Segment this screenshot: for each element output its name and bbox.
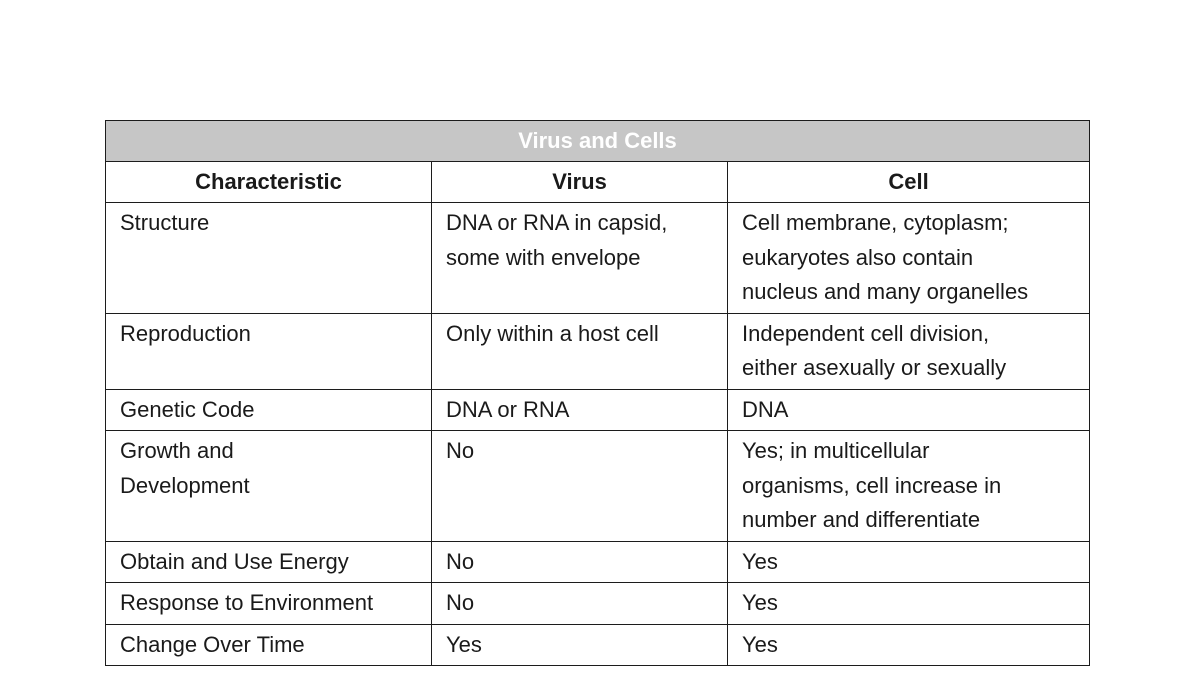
cell-text-line: Yes: [742, 631, 778, 657]
cell-characteristic: [106, 541, 432, 583]
virus-cell-comparison-table: [105, 120, 1090, 666]
cell-text-line: Yes: [742, 590, 778, 615]
cell-virus: [432, 624, 728, 666]
cell-virus: [432, 389, 728, 431]
cell-text-line: Cell membrane, cytoplasm;: [742, 210, 1009, 235]
cell-text-line: Structure: [120, 210, 210, 235]
comparison-table-container: [105, 120, 1089, 666]
cell-text-line: DNA or RNA: [446, 396, 570, 422]
table-row: [106, 203, 1090, 314]
cell-characteristic: [106, 203, 432, 314]
cell-virus: [432, 431, 728, 542]
cell-cell: [728, 203, 1090, 314]
cell-text-line: nucleus and many organelles: [742, 279, 1029, 304]
table-body: [106, 203, 1090, 666]
cell-text-line: organisms, cell increase in: [742, 472, 1002, 498]
cell-text-line: Response to Environment: [120, 590, 374, 615]
cell-text-line: Yes: [446, 631, 482, 657]
table-row: [106, 313, 1090, 389]
table-row: [106, 624, 1090, 666]
cell-text-line: Yes; in multicellular: [742, 438, 930, 463]
cell-characteristic: [106, 389, 432, 431]
cell-text-line: Independent cell division,: [742, 320, 990, 346]
cell-text-line: Change Over Time: [120, 631, 305, 657]
table-header-row: [106, 162, 1090, 203]
cell-text-line: Yes: [742, 548, 778, 574]
column-header-characteristic: Characteristic: [106, 162, 432, 203]
cell-text-line: Development: [120, 472, 250, 498]
cell-text-line: number and differentiate: [742, 507, 981, 532]
cell-cell: [728, 541, 1090, 583]
cell-cell: [728, 583, 1090, 625]
cell-text-line: eukaryotes also contain: [742, 244, 974, 270]
table-row: [106, 541, 1090, 583]
table-title: Virus and Cells: [106, 121, 1090, 162]
cell-characteristic: [106, 624, 432, 666]
cell-text-line: No: [446, 438, 475, 463]
cell-cell: [728, 624, 1090, 666]
cell-virus: [432, 203, 728, 314]
cell-text-line: Genetic Code: [120, 396, 255, 422]
cell-cell: [728, 389, 1090, 431]
cell-cell: [728, 313, 1090, 389]
cell-text-line: Only within a host cell: [446, 320, 659, 346]
cell-text-line: No: [446, 548, 475, 574]
cell-text-line: No: [446, 590, 475, 615]
cell-text-line: Growth and: [120, 438, 234, 463]
table-title-row: [106, 121, 1090, 162]
column-header-virus: Virus: [432, 162, 728, 203]
cell-cell: [728, 431, 1090, 542]
cell-characteristic: [106, 313, 432, 389]
cell-characteristic: [106, 431, 432, 542]
cell-characteristic: [106, 583, 432, 625]
cell-virus: [432, 583, 728, 625]
table-row: [106, 389, 1090, 431]
column-header-cell: Cell: [728, 162, 1090, 203]
cell-virus: [432, 313, 728, 389]
cell-text-line: DNA: [742, 396, 789, 422]
table-row: [106, 431, 1090, 542]
cell-text-line: either asexually or sexually: [742, 355, 1007, 380]
cell-virus: [432, 541, 728, 583]
cell-text-line: some with envelope: [446, 244, 641, 270]
cell-text-line: Obtain and Use Energy: [120, 548, 349, 574]
table-row: [106, 583, 1090, 625]
cell-text-line: DNA or RNA in capsid,: [446, 210, 668, 235]
cell-text-line: Reproduction: [120, 320, 251, 346]
